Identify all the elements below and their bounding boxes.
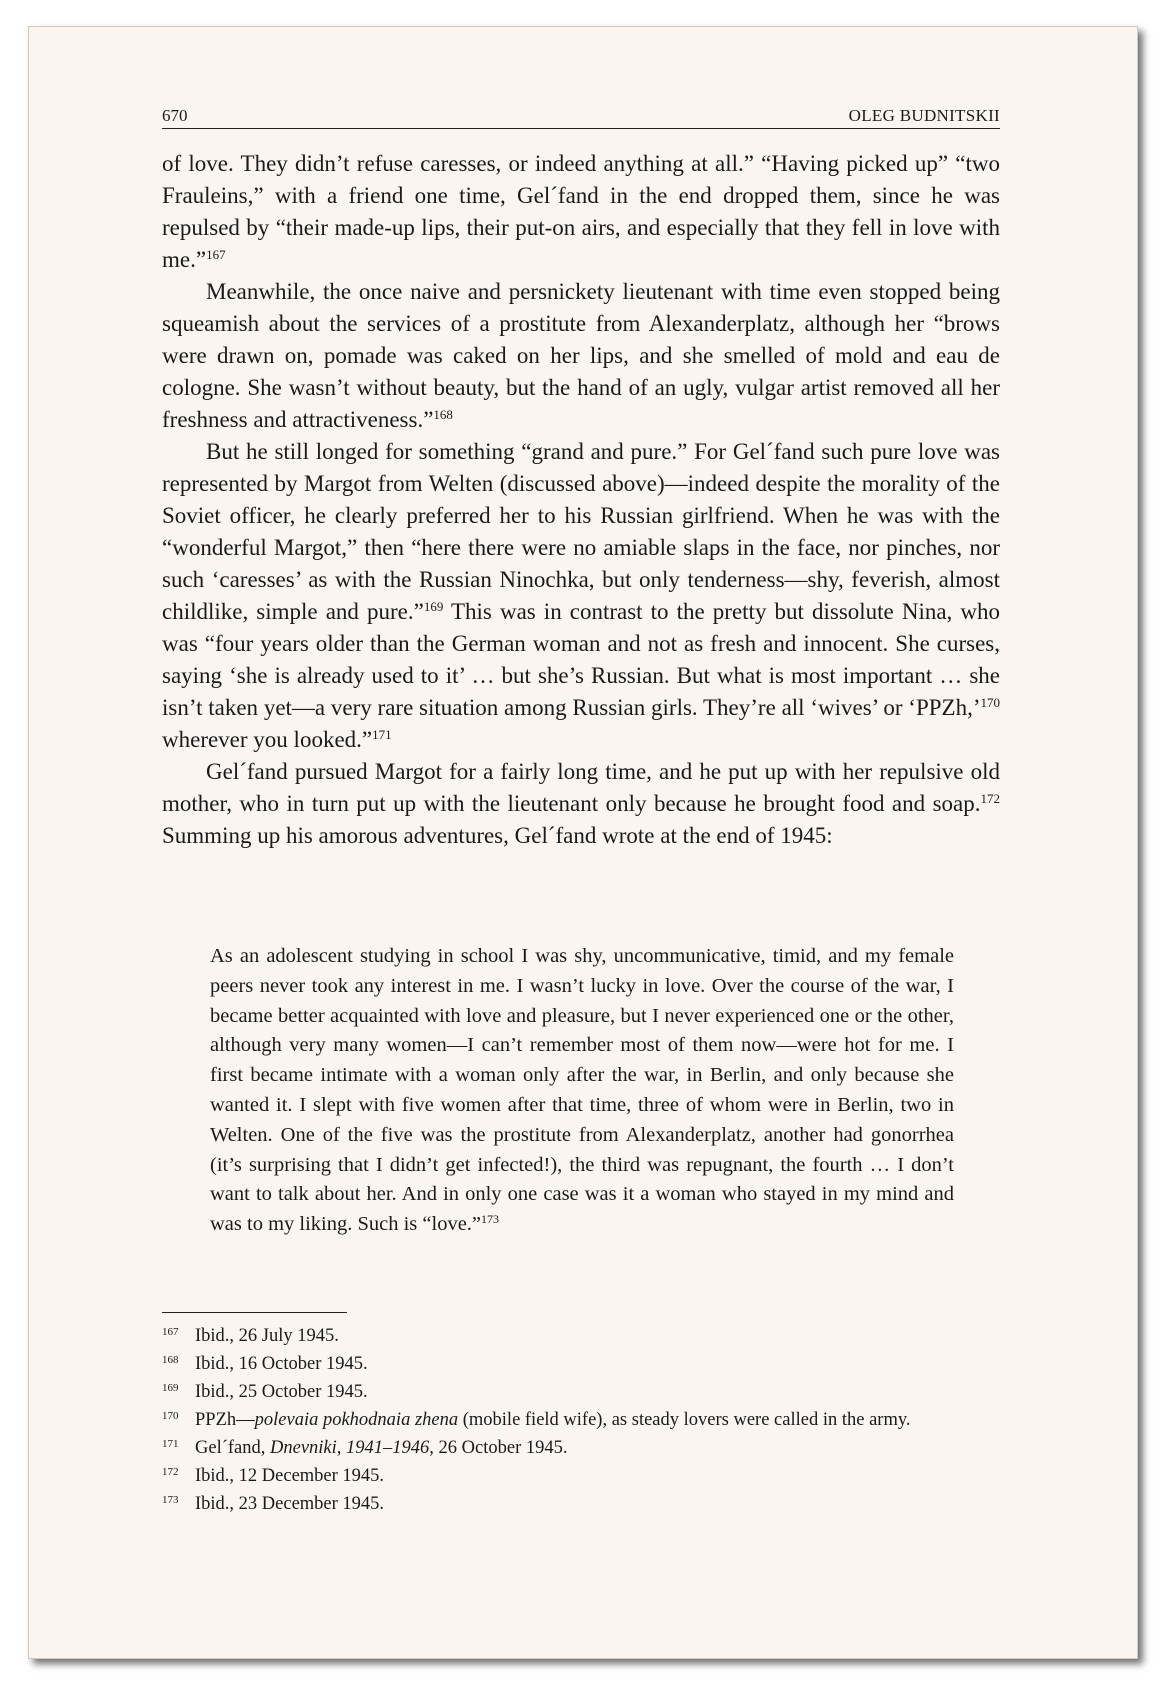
footnote: 172 Ibid., 12 December 1945. [162, 1466, 385, 1486]
paragraph-4: Gel´fand pursued Margot for a fairly long time, and he put up with her repulsive old mother, who in turn put up with the lieutenant only because he brought food and soap.$^{172}$ Summing up his amorous adventures, Gel´fand wrote at the end of 1945: [162, 759, 1000, 848]
footnote-divider [162, 1312, 347, 1313]
footnotes [162, 1322, 1012, 1518]
footnote-ref: 173 [481, 1212, 500, 1227]
footnote-ref: 172 [980, 791, 1000, 806]
footnote: 170 PPZh—polevaia pokhodnaia zhena (mobile field wife), as steady lovers were called in the army. [162, 1410, 911, 1430]
page-header [162, 104, 1000, 129]
block-quote: As an adolescent studying in school I was shy, uncommunicative, timid, and my female peers never took any interest in me. I wasn’t lucky in love. Over the course of the war, I became better acquainted with love and pleasure, but I never experienced one or the other, although very many women—I can’t remember most of them now—were hot for me. I first became intimate with a woman only after the war, in Berlin, and only because she wanted it. I slept with five women after that time, three of whom were in Berlin, two in Welten. One of the five was the prostitute from Alexanderplatz, another had gonorrhea (it’s surprising that I didn’t get infected!), the third was repugnant, the fourth … I don’t want to talk about her. And in only one case was it a woman who stayed in my mind and was to my liking. Such is “love.”$^{173}$ [210, 945, 954, 1236]
running-head: OLEG BUDNITSKII [848, 106, 1000, 125]
body-text [162, 148, 1000, 852]
footnote-ref: 169 [423, 599, 444, 614]
footnote-ref: 171 [372, 727, 392, 742]
paragraph-1: of love. They didn’t refuse caresses, or indeed anything at all.” “Having picked up” “two Frauleins,” with a friend one time, Gel´fand in the end dropped them, since he was repulsed by “their made-up lips, their put-on airs, and especially that they fell in love with me.”$^{167}$ [162, 151, 1000, 272]
footnote: 169 Ibid., 25 October 1945. [162, 1382, 368, 1402]
footnote: 173 Ibid., 23 December 1945. [162, 1494, 385, 1514]
footnote-ref: 170 [980, 695, 1000, 710]
page-number: 670 [162, 106, 188, 125]
footnote: 171 Gel´fand, Dnevniki, 1941–1946, 26 October 1945. [162, 1438, 568, 1458]
footnote: 168 Ibid., 16 October 1945. [162, 1354, 368, 1374]
footnote-ref: 168 [433, 407, 453, 422]
footnote: 167 Ibid., 26 July 1945. [162, 1326, 339, 1346]
paragraph-3: But he still longed for something “grand and pure.” For Gel´fand such pure love was represented by Margot from Welten (discussed above)—indeed despite the morality of the Soviet officer, he clearly preferred her to his Russian girlfriend. When he was with the “wonderful Margot,” then “here there were no amiable slaps in the face, nor pinches, nor such ‘caresses’ as with the Russian Ninochka, but only tenderness—shy, feverish, almost childlike, simple and pure.”$^{169}$ This was in contrast to the pretty but dissolute Nina, who was “four years older than the German woman and not as fresh and innocent. She curses, saying ‘she is already used to it’ … but she’s Russian. But what is most important … she isn’t taken yet—a very rare situation among Russian girls. They’re all ‘wives’ or ‘PPZh,’$^{170}$ wherever you looked.”$^{171}$ [162, 439, 1000, 752]
paragraph-2: Meanwhile, the once naive and persnickety lieutenant with time even stopped being squeamish about the services of a prostitute from Alexanderplatz, although her “brows were drawn on, pomade was caked on her lips, and she smelled of mold and eau de cologne. She wasn’t without beauty, but the hand of an ugly, vulgar artist removed all her freshness and attractiveness.”$^{168}$ [162, 279, 1000, 432]
footnote-ref: 167 [206, 247, 226, 262]
